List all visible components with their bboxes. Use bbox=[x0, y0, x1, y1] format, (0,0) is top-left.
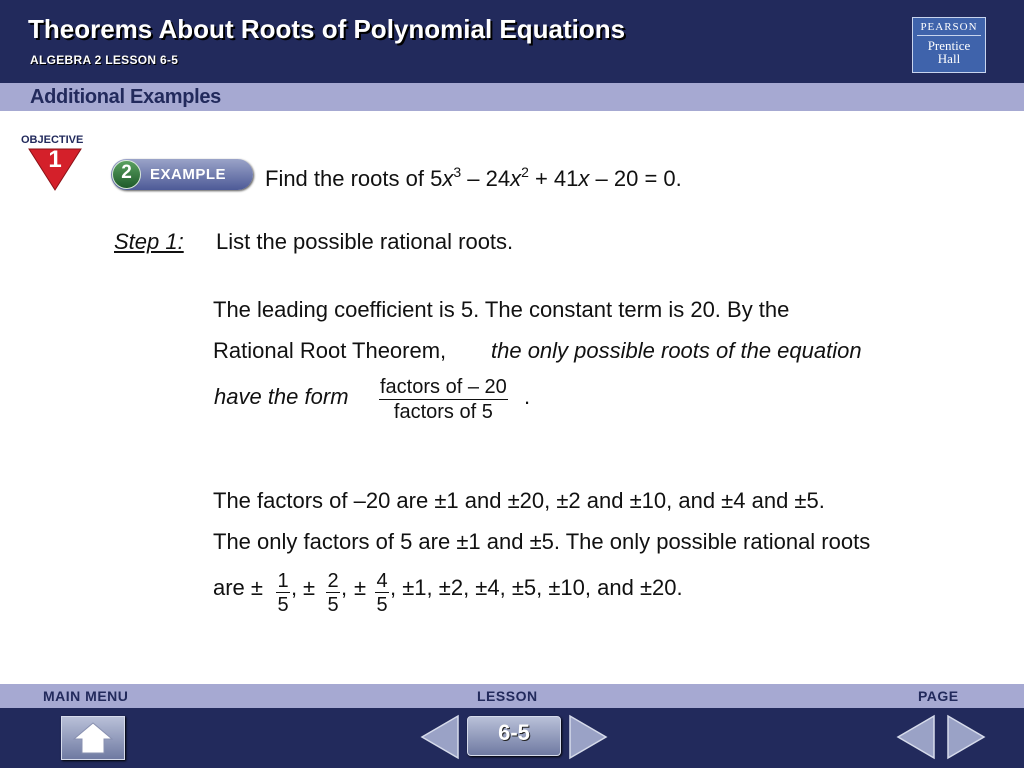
logo-line-2: Prentice bbox=[927, 38, 971, 53]
fraction-numerator: 1 bbox=[277, 570, 289, 592]
lesson-number: 6-5 bbox=[498, 720, 530, 745]
home-icon bbox=[62, 717, 124, 759]
example-number: 2 bbox=[121, 162, 132, 183]
variable-x: x bbox=[510, 166, 522, 191]
factors-fraction bbox=[379, 376, 508, 424]
section-label: Additional Examples bbox=[30, 86, 222, 108]
objective-label: OBJECTIVE bbox=[21, 134, 84, 146]
main-menu-button[interactable] bbox=[61, 716, 125, 760]
logo-line-1: PEARSON bbox=[917, 21, 981, 36]
fraction-denominator: factors of 5 bbox=[393, 401, 493, 423]
root-fraction bbox=[276, 571, 290, 617]
paragraph-1-line-1: The leading coefficient is 5. The constant term is 20. By the bbox=[213, 297, 790, 322]
page-label: PAGE bbox=[918, 688, 959, 704]
paragraph-2-line-1: The factors of –20 are ±1 and ±20, ±2 and ±10, and ±4 and ±5. bbox=[213, 488, 825, 513]
problem-prefix: Find the roots of 5 bbox=[265, 166, 443, 191]
problem-term: + 41 bbox=[528, 166, 579, 191]
problem-suffix: – 20 = 0. bbox=[589, 166, 682, 191]
exponent: 3 bbox=[453, 164, 462, 180]
next-page-button[interactable] bbox=[946, 714, 986, 760]
variable-x: x bbox=[578, 166, 590, 191]
plus-minus-sign: ± bbox=[354, 575, 367, 600]
fraction-denominator: 5 bbox=[376, 594, 388, 616]
fraction-denominator: 5 bbox=[327, 594, 339, 616]
plus-minus-sign: ± bbox=[303, 575, 316, 600]
exponent: 2 bbox=[521, 164, 529, 180]
page-title: Theorems About Roots of Polynomial Equations bbox=[28, 14, 626, 44]
fraction-numerator: 4 bbox=[376, 570, 388, 592]
fraction-numerator: 2 bbox=[327, 570, 339, 592]
main-menu-label: MAIN MENU bbox=[43, 688, 129, 704]
paragraph-1-line-2-italic: the only possible roots of the equation bbox=[491, 338, 862, 363]
fraction-denominator: 5 bbox=[277, 594, 289, 616]
example-label: EXAMPLE bbox=[150, 166, 227, 183]
variable-x: x bbox=[442, 166, 454, 191]
step-text: List the possible rational roots. bbox=[216, 229, 514, 254]
separator-comma: , bbox=[341, 575, 348, 600]
paragraph-2-line-3-suffix: , ±1, ±2, ±4, ±5, ±10, and ±20. bbox=[390, 575, 683, 600]
next-lesson-button[interactable] bbox=[568, 714, 608, 760]
separator-comma: , bbox=[291, 575, 298, 600]
root-fraction bbox=[326, 571, 340, 617]
logo-line-3: Hall bbox=[937, 51, 961, 66]
fraction-numerator: factors of – 20 bbox=[380, 376, 507, 398]
pearson-logo bbox=[912, 17, 986, 73]
objective-number: 1 bbox=[48, 146, 62, 173]
problem-term: – 24 bbox=[461, 166, 511, 191]
problem-statement bbox=[265, 166, 682, 192]
paragraph-2-line-3-prefix: are ± bbox=[213, 575, 263, 600]
paragraph-2-line-2: The only factors of 5 are ±1 and ±5. The only possible rational roots bbox=[213, 529, 871, 554]
sentence-period: . bbox=[524, 384, 531, 409]
step-label: Step 1: bbox=[114, 229, 184, 254]
previous-page-button[interactable] bbox=[896, 714, 936, 760]
paragraph-1-line-3-italic: have the form bbox=[214, 384, 349, 409]
paragraph-1-line-2-plain: Rational Root Theorem, bbox=[213, 338, 447, 363]
root-fraction bbox=[375, 571, 389, 617]
lesson-subtitle: ALGEBRA 2 LESSON 6-5 bbox=[30, 53, 179, 67]
lesson-label: LESSON bbox=[477, 688, 538, 704]
previous-lesson-button[interactable] bbox=[420, 714, 460, 760]
